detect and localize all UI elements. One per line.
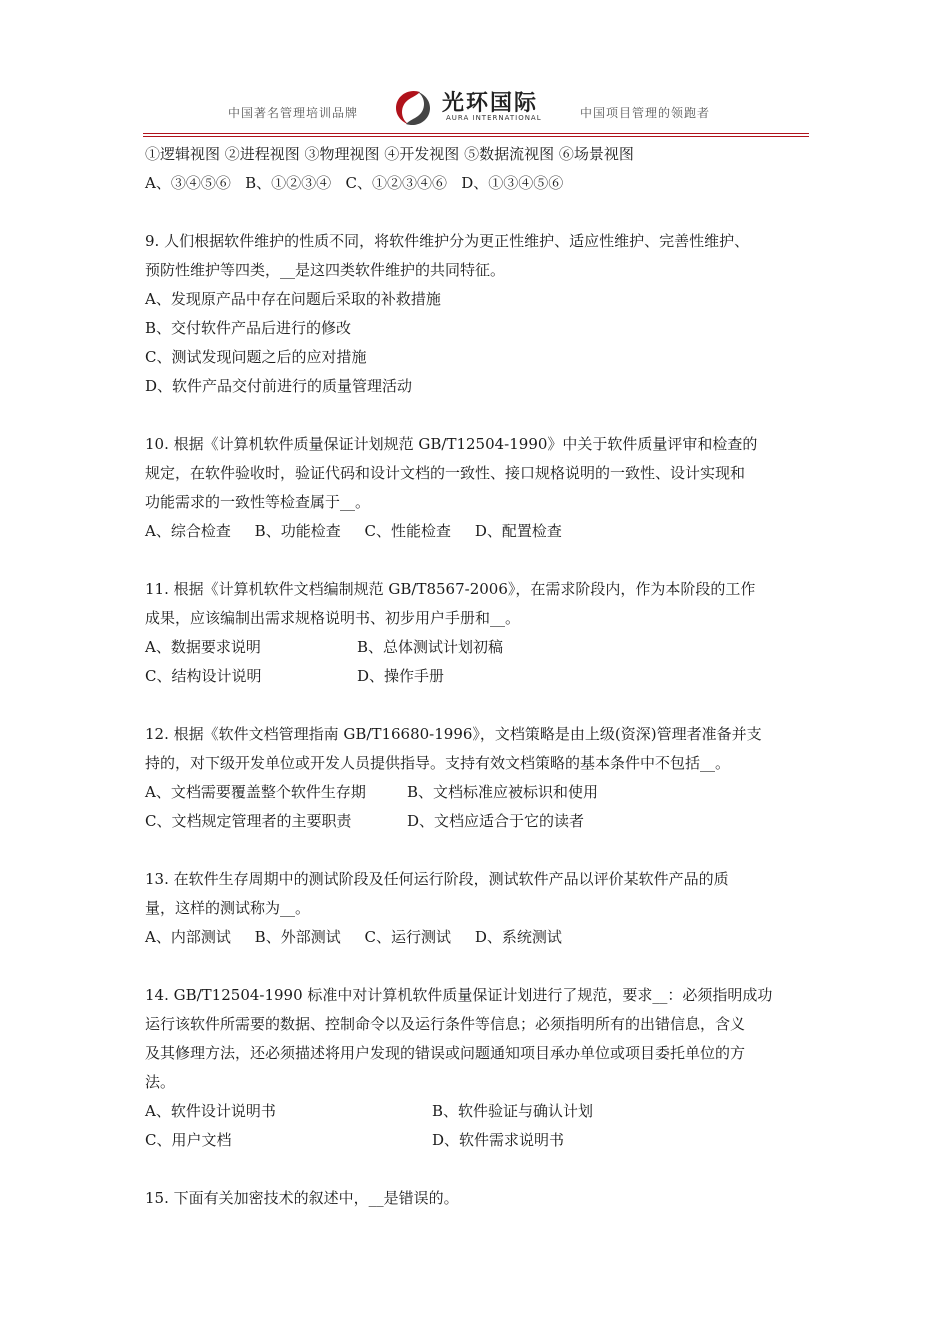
q14-option-d: D、软件需求说明书 [432,1131,565,1149]
header-tagline-right: 中国项目管理的领跑者 [580,106,711,120]
header-divider-secondary [143,136,809,137]
aura-logo-icon [390,86,436,130]
header-tagline-left: 中国著名管理培训品牌 [228,106,359,120]
aura-logo [390,84,570,130]
q13-options: A、内部测试 B、外部测试 C、运行测试 D、系统测试 [145,928,562,946]
logo-chinese-name: 光环国际 [442,91,539,116]
logo-english-name: AURA INTERNATIONAL [446,114,542,122]
q9-option-b: B、交付软件产品后进行的修改 [145,319,352,337]
q11-options-row1 [145,633,815,662]
document-body [145,140,815,1213]
q10-stem-line1: 10. 根据《计算机软件质量保证计划规范 GB/T12504-1990》中关于软件质量评审和检查的 [145,435,758,453]
q12-options-row1 [145,778,815,807]
q11-option-a: A、数据要求说明 [145,638,261,656]
q14-options-row2 [145,1126,815,1155]
q12-option-b: B、文档标准应被标识和使用 [407,783,599,801]
q14-option-b: B、软件验证与确认计划 [432,1102,594,1120]
header-divider [143,133,809,134]
q11-options-row2 [145,662,815,691]
page-header [140,80,810,138]
q9-option-c: C、测试发现问题之后的应对措施 [145,348,367,366]
q14-stem-line1: 14. GB/T12504-1990 标准中对计算机软件质量保证计划进行了规范，要求__：必须指明成功 [145,986,773,1004]
q14-stem-line2: 运行该软件所需要的数据、控制命令以及运行条件等信息；必须指明所有的出错信息，含义 [145,1015,746,1033]
q12-options-row2 [145,807,815,836]
q11-option-c: C、结构设计说明 [145,667,262,685]
q11-option-d: D、操作手册 [357,667,445,685]
q14-stem-line4: 法。 [145,1073,176,1091]
q8-views: ①逻辑视图 ②进程视图 ③物理视图 ④开发视图 ⑤数据流视图 ⑥场景视图 [145,145,634,163]
q10-options: A、综合检查 B、功能检查 C、性能检查 D、配置检查 [145,522,562,540]
q14-stem-line3: 及其修理方法，还必须描述将用户发现的错误或问题通知项目承办单位或项目委托单位的方 [145,1044,746,1062]
q9-stem-line1: 9. 人们根据软件维护的性质不同，将软件维护分为更正性维护、适应性维护、完善性维护、 [145,232,750,250]
q9-option-d: D、软件产品交付前进行的质量管理活动 [145,377,413,395]
q12-option-a: A、文档需要覆盖整个软件生存期 [145,783,366,801]
q10-stem-line3: 功能需求的一致性等检查属于__。 [145,493,371,511]
q12-stem-line1: 12. 根据《软件文档管理指南 GB/T16680-1996》，文档策略是由上级(资深)管理者准备并支 [145,725,762,743]
q9-option-a: A、发现原产品中存在问题后采取的补救措施 [145,290,441,308]
q12-stem-line2: 持的，对下级开发单位或开发人员提供指导。支持有效文档策略的基本条件中不包括__。 [145,754,731,772]
q8-options: A、③④⑤⑥ B、①②③④ C、①②③④⑥ D、①③④⑤⑥ [145,174,564,192]
q14-options-row1 [145,1097,815,1126]
q10-stem-line2: 规定，在软件验收时，验证代码和设计文档的一致性、接口规格说明的一致性、设计实现和 [145,464,746,482]
q9-stem-line2: 预防性维护等四类，__是这四类软件维护的共同特征。 [145,261,506,279]
q11-option-b: B、总体测试计划初稿 [357,638,504,656]
q14-option-c: C、用户文档 [145,1131,232,1149]
q11-stem-line2: 成果，应该编制出需求规格说明书、初步用户手册和__。 [145,609,521,627]
q13-stem-line1: 13. 在软件生存周期中的测试阶段及任何运行阶段，测试软件产品以评价某软件产品的质 [145,870,729,888]
q12-option-c: C、文档规定管理者的主要职责 [145,812,352,830]
q15-stem-line1: 15. 下面有关加密技术的叙述中，__是错误的。 [145,1189,459,1207]
q12-option-d: D、文档应适合于它的读者 [407,812,585,830]
q11-stem-line1: 11. 根据《计算机软件文档编制规范 GB/T8567-2006》，在需求阶段内，作为本阶段的工作 [145,580,756,598]
q13-stem-line2: 量，这样的测试称为__。 [145,899,311,917]
q14-option-a: A、软件设计说明书 [145,1102,276,1120]
